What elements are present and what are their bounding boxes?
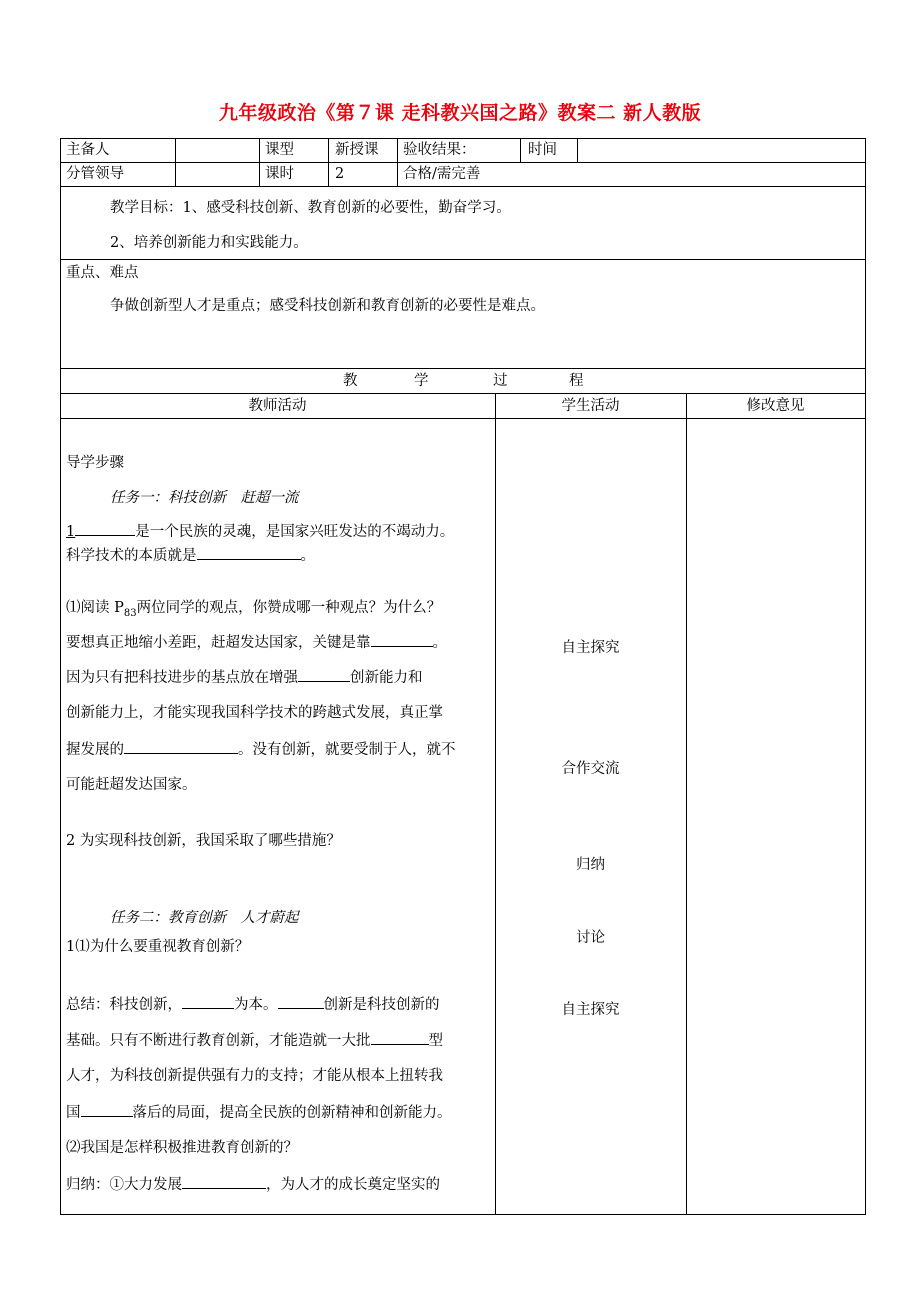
question-9-line: 1⑴为什么要重视教育创新？ [66, 939, 250, 955]
student-activity-item: 讨论 [576, 930, 605, 946]
col-student-header: 学生活动 [561, 398, 620, 414]
conclusion-line: 归纳：①大力发展 ，为人才的成长奠定坚实的 [66, 1174, 440, 1195]
question-1-line-2: 科学技术的本质就是 。 [66, 545, 315, 566]
question-5-line: 创新能力上，才能实现我国科学技术的跨越式发展，真正掌 [66, 705, 443, 721]
col-revision-header: 修改意见 [746, 398, 805, 414]
owner-label: 主备人 [66, 142, 110, 158]
guide-steps-heading: 导学步骤 [66, 455, 124, 471]
periods-value: 2 [335, 166, 345, 182]
goal-line-2: 2、培养创新能力和实践能力。 [110, 235, 308, 251]
student-activity-item: 合作交流 [561, 761, 620, 777]
col-teacher-header: 教师活动 [248, 398, 307, 414]
time-label: 时间 [528, 142, 557, 158]
summary-line-1: 总结：科技创新， 为本。 创新是科技创新的 [66, 994, 440, 1015]
question-3-line: 要想真正地缩小差距，赶超发达国家，关键是靠 。 [66, 632, 447, 653]
question-2-line: ⑴阅读 $P_{83}$两位同学的观点，你赞成哪一种观点？为什么？ [66, 600, 442, 619]
supervisor-label: 分管领导 [66, 166, 124, 182]
lesson-type-value: 新授课 [335, 142, 379, 158]
summary-line-3: 人才，为科技创新提供强有力的支持；才能从根本上扭转我 [66, 1068, 443, 1084]
question-14-line: ⑵我国是怎样积极推进教育创新的？ [66, 1140, 298, 1156]
acceptance-value: 合格/需完善 [403, 166, 481, 182]
summary-line-2: 基础。只有不断进行教育创新，才能造就一大批 型 [66, 1030, 443, 1051]
process-heading-char: 过 [493, 373, 508, 389]
periods-label: 课时 [265, 166, 294, 182]
summary-line-4: 国 落后的局面，提高全民族的创新精神和创新能力。 [66, 1102, 452, 1123]
student-activity-item: 自主探究 [561, 640, 620, 656]
process-heading-char: 教 [343, 373, 358, 389]
page-title: 九年级政治《第７课 走科教兴国之路》教案二 新人教版 [218, 102, 702, 124]
acceptance-label: 验收结果： [403, 142, 476, 158]
question-4-line: 因为只有把科技进步的基点放在增强 创新能力和 [66, 667, 423, 688]
question-8-line: 2 为实现科技创新，我国采取了哪些措施？ [66, 833, 341, 849]
process-heading-char: 程 [569, 373, 584, 389]
question-7-line: 可能赶超发达国家。 [66, 777, 197, 793]
process-heading-char: 学 [414, 373, 429, 389]
key-points-text: 争做创新型人才是重点；感受科技创新和教育创新的必要性是难点。 [110, 298, 545, 314]
task-one-heading: 任务一：科技创新 赶超一流 [110, 490, 299, 506]
student-activity-item: 归纳 [576, 857, 605, 873]
lesson-type-label: 课型 [265, 142, 294, 158]
student-activity-item: 自主探究 [561, 1002, 620, 1018]
question-1-line-1: 1 是一个民族的灵魂，是国家兴旺发达的不竭动力。 [66, 521, 454, 542]
key-points-heading: 重点、难点 [66, 265, 139, 281]
task-two-heading: 任务二：教育创新 人才蔚起 [110, 910, 299, 926]
question-6-line: 握发展的 。没有创新，就要受制于人，就不 [66, 739, 456, 760]
goal-line-1: 教学目标：1、感受科技创新、教育创新的必要性，勤奋学习。 [110, 200, 511, 216]
